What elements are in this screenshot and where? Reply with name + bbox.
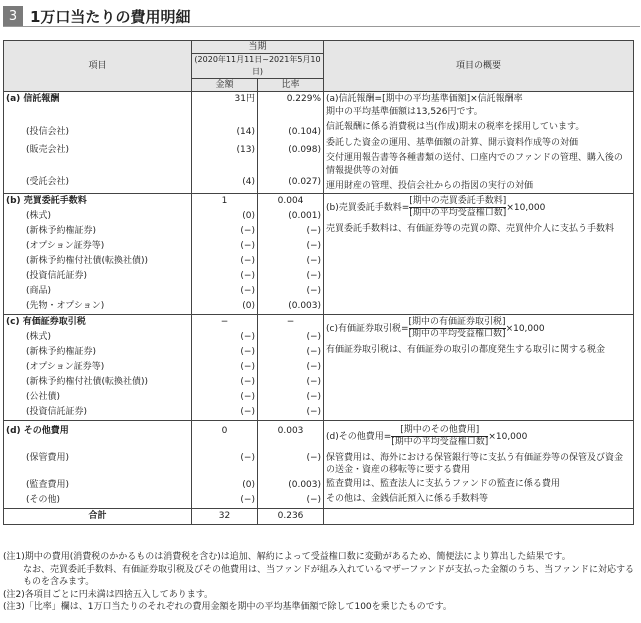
row-amount: (−) xyxy=(192,330,258,345)
row-amount: 1 xyxy=(192,193,258,209)
row-ratio: (−) xyxy=(258,284,324,299)
header-period: 当期 xyxy=(192,41,324,54)
overview-c-desc: 有価証券取引税は、有価証券の取引の都度発生する取引に関する税金 xyxy=(326,344,606,355)
row-amount: (0) xyxy=(192,209,258,224)
row-ratio: (−) xyxy=(258,345,324,360)
row-amount: (−) xyxy=(192,269,258,284)
row-label: (新株予約権付社債(転換社債)) xyxy=(4,375,192,390)
row-amount: (−) xyxy=(192,390,258,405)
row-label: (c) 有価証券取引税 xyxy=(4,314,192,330)
row-label: (新株予約権付社債(転換社債)) xyxy=(4,254,192,269)
row-label: (保管費用) xyxy=(4,451,192,466)
row-ratio: (−) xyxy=(258,375,324,390)
row-ratio: (−) xyxy=(258,451,324,466)
header-amount: 金額 xyxy=(192,79,258,92)
row-amount: (−) xyxy=(192,224,258,239)
row-label: (d) その他費用 xyxy=(4,420,192,439)
row-ratio: (−) xyxy=(258,330,324,345)
header-rule xyxy=(3,26,640,27)
row-amount: (−) xyxy=(192,239,258,254)
row-amount: (0) xyxy=(192,299,258,315)
row-label: (投資信託証券) xyxy=(4,405,192,421)
row-amount: (0) xyxy=(192,478,258,493)
row-label: (b) 売買委託手数料 xyxy=(4,193,192,209)
row-amount: (−) xyxy=(192,375,258,390)
row-amount: (4) xyxy=(192,175,258,193)
overview-a-avg: 期中の平均基準価額は13,526円です。 xyxy=(326,106,483,117)
row-ratio: 0.003 xyxy=(258,420,324,439)
overview-d3: その他は、金銭信託預入に係る手数料等 xyxy=(326,494,489,504)
row-label: (オプション証券等) xyxy=(4,360,192,375)
row-amount: (−) xyxy=(192,360,258,375)
row-label: (株式) xyxy=(4,209,192,224)
header-item: 項目 xyxy=(4,41,192,92)
overview-a3: 運用財産の管理、投信会社からの指図の実行の対価 xyxy=(326,181,534,191)
row-ratio: (−) xyxy=(258,269,324,284)
row-label: (オプション証券等) xyxy=(4,239,192,254)
row-ratio: (−) xyxy=(258,390,324,405)
overview-d2: 監査費用は、監査法人に支払うファンドの監査に係る費用 xyxy=(326,478,560,489)
row-label: (受託会社) xyxy=(4,175,192,193)
row-amount: (−) xyxy=(192,254,258,269)
header-overview: 項目の概要 xyxy=(324,41,634,92)
row-amount: (−) xyxy=(192,405,258,421)
note-3: (注3)「比率」欄は、1万口当たりのそれぞれの費用金額を期中の平均基準価額で除して100を乗じたものです。 xyxy=(3,602,452,612)
total-ratio: 0.236 xyxy=(258,508,324,524)
row-label: (新株予約権証券) xyxy=(4,345,192,360)
total-amount: 32 xyxy=(192,508,258,524)
total-label: 合計 xyxy=(4,508,192,524)
section-number: 3 xyxy=(3,6,23,26)
row-ratio: (−) xyxy=(258,224,324,239)
row-amount: (13) xyxy=(192,143,258,161)
row-label: (a) 信託報酬 xyxy=(4,92,192,110)
row-label: (商品) xyxy=(4,284,192,299)
row-ratio: (−) xyxy=(258,239,324,254)
overview-d1: 保管費用は、海外における保管銀行等に支払う有価証券等の保管及び資金の送金・資産の移転等に要する費用 xyxy=(326,452,624,475)
row-amount: 31円 xyxy=(192,92,258,110)
overview-a1: 委託した資金の運用、基準価額の計算、開示資料作成等の対価 xyxy=(326,137,579,148)
row-ratio: (−) xyxy=(258,493,324,509)
overview-c-formula: (c)有価証券取引税= $\frac{\text{[期中の有価証券取引税]}}{\text{[期中の平均受益権口数]}}$ ×10,000 xyxy=(326,316,545,339)
note-1: (注1)期中の費用(消費税のかかるものは消費税を含む)は追加、解約によって受益権口数に変動があるため、簡便法により算出した結果です。 xyxy=(3,552,571,562)
row-label: (投資信託証券) xyxy=(4,269,192,284)
section-header xyxy=(3,6,190,26)
row-ratio: (0.003) xyxy=(258,299,324,315)
overview-a2: 交付運用報告書等各種書類の送付、口座内でのファンドの管理、購入後の情報提供等の対価 xyxy=(326,153,623,176)
row-ratio: (0.003) xyxy=(258,478,324,493)
row-label: (販売会社) xyxy=(4,143,192,161)
section-title: 1万口当たりの費用明細 xyxy=(30,7,191,26)
row-ratio: (0.027) xyxy=(258,175,324,193)
row-ratio: (−) xyxy=(258,254,324,269)
header-ratio: 比率 xyxy=(258,79,324,92)
row-ratio: 0.004 xyxy=(258,193,324,209)
note-2: (注2)各項目ごとに円未満は四捨五入してあります。 xyxy=(3,589,214,600)
row-ratio: (−) xyxy=(258,405,324,421)
overview-b-formula: (b)売買委託手数料= $\frac{\text{[期中の売買委託手数料]}}{\text{[期中の平均受益権口数]}}$ ×10,000 xyxy=(326,195,546,218)
row-ratio: − xyxy=(258,314,324,330)
row-amount: (−) xyxy=(192,451,258,466)
cost-table xyxy=(3,40,634,525)
overview-a-formula: (a)信託報酬=[期中の平均基準価額]×信託報酬率 xyxy=(326,94,523,104)
row-label: (その他) xyxy=(4,493,192,509)
row-label: (新株予約権証券) xyxy=(4,224,192,239)
row-ratio: (0.001) xyxy=(258,209,324,224)
row-ratio: (0.104) xyxy=(258,125,324,143)
row-label: (公社債) xyxy=(4,390,192,405)
row-amount: (−) xyxy=(192,345,258,360)
row-amount: (14) xyxy=(192,125,258,143)
footnotes xyxy=(3,551,640,614)
overview-d-formula: (d)その他費用= $\frac{\text{[期中のその他費用]}}{\text{[期中の平均受益権口数]}}$ ×10,000 xyxy=(326,424,528,447)
row-label: (先物・オプション) xyxy=(4,299,192,315)
row-label: (監査費用) xyxy=(4,478,192,493)
row-amount: 0 xyxy=(192,420,258,439)
note-1-cont: なお、売買委託手数料、有価証券取引税及びその他費用は、当ファンドが組み入れているマザーファンドが支払った金額のうち、当ファンドに対応するものを含みます。 xyxy=(23,564,635,587)
row-label: (投信会社) xyxy=(4,125,192,143)
header-period-range: (2020年11月11日~2021年5月10日) xyxy=(192,54,324,79)
row-amount: (−) xyxy=(192,284,258,299)
row-ratio: (−) xyxy=(258,360,324,375)
row-ratio: (0.098) xyxy=(258,143,324,161)
overview-b-desc: 売買委託手数料は、有価証券等の売買の際、売買仲介人に支払う手数料 xyxy=(326,223,615,234)
row-ratio: 0.229% xyxy=(258,92,324,110)
row-amount: − xyxy=(192,314,258,330)
row-label: (株式) xyxy=(4,330,192,345)
row-amount: (−) xyxy=(192,493,258,509)
overview-a-tax: 信託報酬に係る消費税は当(作成)期末の税率を採用しています。 xyxy=(326,122,585,132)
